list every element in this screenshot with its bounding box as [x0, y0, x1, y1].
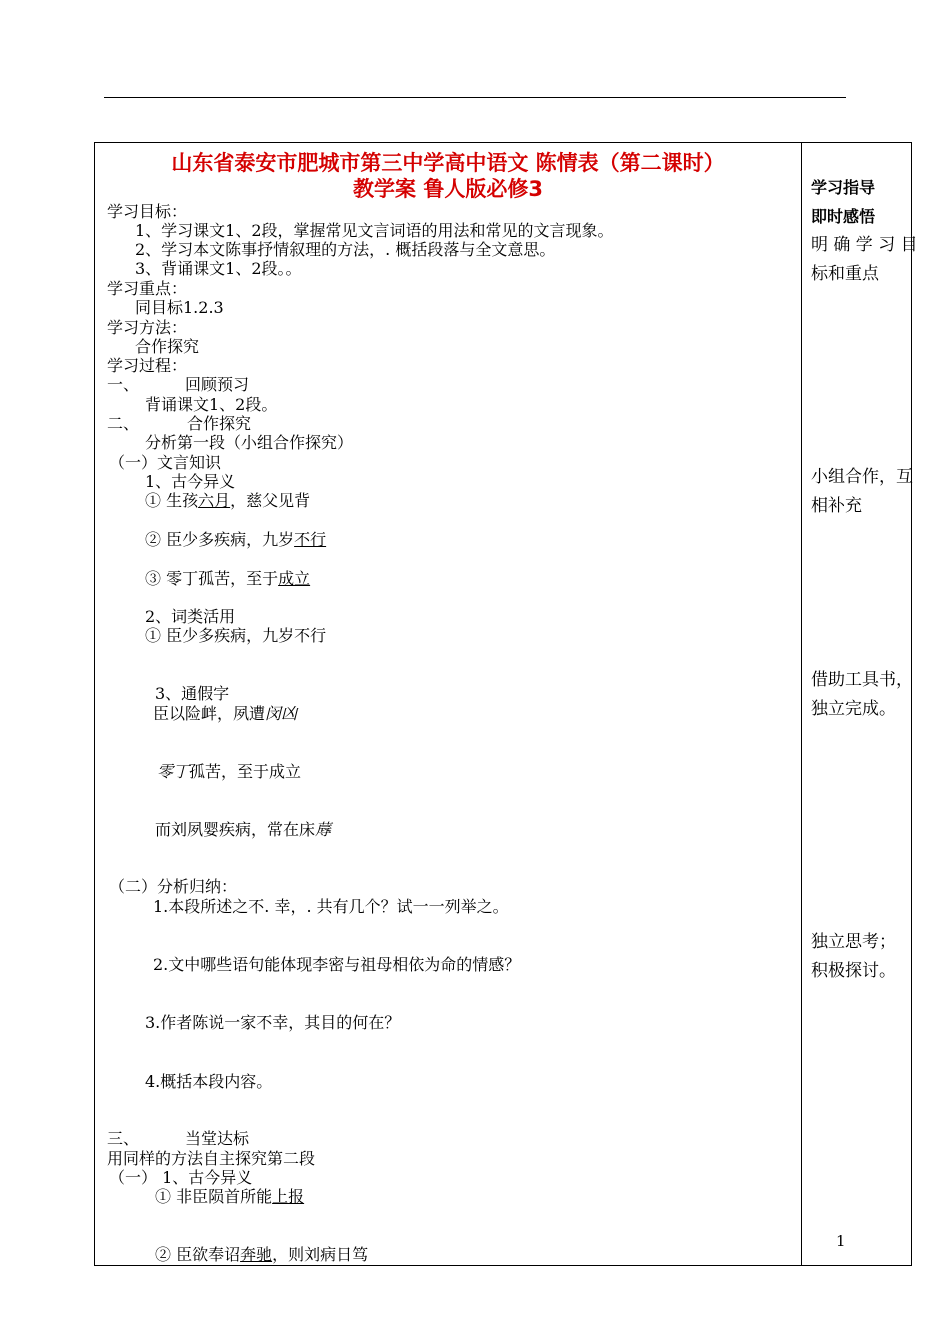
tongjia-item-1: 臣以险衅，夙遭闵凶: [153, 704, 298, 723]
title-line-2: 教学案 鲁人版必修3: [353, 177, 543, 201]
side-note-3b: 独立完成。: [811, 699, 896, 719]
side-note-2b: 相补充: [811, 496, 862, 516]
side-heading-1: 学习指导: [811, 178, 876, 197]
section-1-title: 回顾预习: [185, 375, 250, 394]
gujin-item-2: ② 臣少多疾病，九岁不行: [145, 530, 327, 549]
gujin-item-1: ① 生孩六月，慈父见背: [145, 491, 311, 510]
goals-heading: 学习目标：: [107, 202, 188, 221]
page-number: 1: [836, 1232, 846, 1250]
process-heading: 学习过程：: [107, 356, 188, 375]
gujin-2-item-1: ① 非臣陨首所能上报: [155, 1187, 305, 1206]
cilei-heading: 2、词类活用: [145, 607, 236, 626]
goal-3: 3、背诵课文1、2段。。: [135, 259, 302, 278]
header-rule: [104, 97, 846, 98]
goal-2: 2、学习本文陈事抒情叙理的方法，. 概括段落与全文意思。: [135, 240, 556, 259]
section-3-title: 当堂达标: [185, 1129, 250, 1148]
question-1: 1.本段所述之不. 幸，. 共有几个？试一一列举之。: [153, 897, 509, 916]
section-2-number: 二、: [107, 414, 140, 433]
tongjia-item-2: 零丁孤苦，至于成立: [157, 762, 302, 781]
gujin-heading: 1、古今异义: [145, 472, 236, 491]
side-heading-2: 即时感悟: [811, 207, 876, 226]
section-2-text: 分析第一段（小组合作探究）: [145, 433, 354, 452]
question-4: 4.概括本段内容。: [145, 1072, 273, 1091]
focus-heading: 学习重点：: [107, 279, 188, 298]
section-3-text: 用同样的方法自主探究第二段: [107, 1149, 316, 1168]
title-line-1: 山东省泰安市肥城市第三中学高中语文 陈情表（第二课时）: [171, 151, 725, 175]
method-heading: 学习方法：: [107, 318, 188, 337]
section-1-text: 背诵课文1、2段。: [145, 395, 278, 414]
tongjia-heading: 3、通假字: [155, 684, 230, 703]
part-1-heading: （一）文言知识: [109, 453, 222, 472]
method-text: 合作探究: [135, 337, 200, 356]
cilei-item-1: ① 臣少多疾病，九岁不行: [145, 626, 327, 645]
side-note-2a: 小组合作，互: [811, 467, 913, 487]
question-2: 2.文中哪些语句能体现李密与祖母相依为命的情感？: [153, 955, 521, 974]
section-2-title: 合作探究: [187, 414, 252, 433]
side-note-4b: 积极探讨。: [811, 961, 896, 981]
side-note-1b: 标和重点: [811, 264, 879, 284]
gujin-2-item-2: ② 臣欲奉诏奔驰，则刘病日笃: [155, 1245, 369, 1264]
gujin-item-3: ③ 零丁孤苦，至于成立: [145, 569, 311, 588]
side-note-4a: 独立思考；: [811, 932, 896, 952]
side-note-1a: 明 确 学 习 目: [811, 235, 918, 255]
part-3-heading: （一） 1、古今异义: [109, 1168, 253, 1187]
section-1-number: 一、: [107, 375, 140, 394]
goal-1: 1、学习课文1、2段，掌握常见文言词语的用法和常见的文言现象。: [135, 221, 614, 240]
section-3-number: 三、: [107, 1129, 140, 1148]
worksheet-table: [94, 142, 918, 1266]
side-note-3a: 借助工具书，: [811, 670, 913, 690]
column-divider: [801, 143, 802, 1265]
part-2-heading: （二）分析归纳：: [109, 877, 238, 896]
tongjia-item-3: 而刘夙婴疾病，常在床蓐: [155, 820, 332, 839]
question-3: 3.作者陈说一家不幸，其目的何在？: [145, 1013, 401, 1032]
focus-text: 同目标1.2.3: [135, 298, 224, 317]
